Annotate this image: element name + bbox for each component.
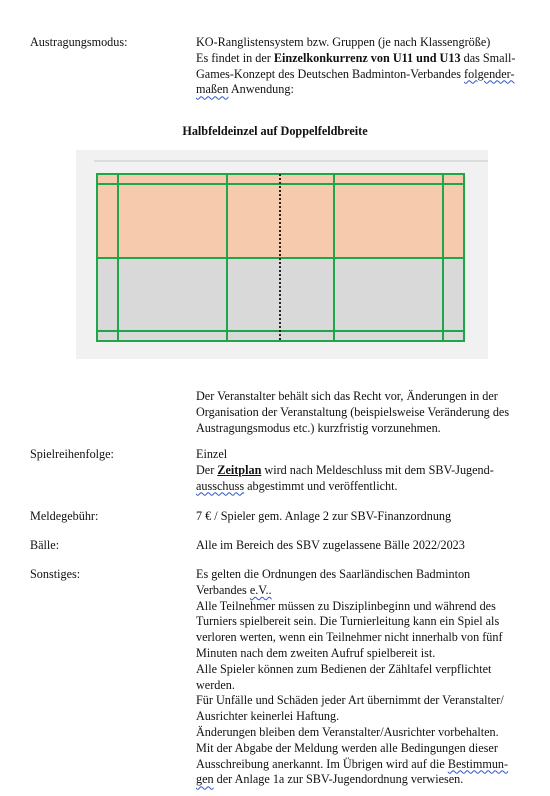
zeitplan-text: Zeitplan — [217, 462, 262, 477]
sonstiges-line: Alle Spieler können zum Bedienen der Zähltafel verpflichtet — [196, 661, 492, 676]
austragung-line-2-c: das Small- — [460, 50, 516, 65]
austragung-bold-text: Einzelkonkurrenz von U11 und U13 — [273, 50, 461, 65]
sonstiges-line-2-a: Verbandes — [196, 582, 250, 597]
baelle-text: Alle im Bereich des SBV zugelassene Bälle 2022/2023 — [196, 538, 465, 552]
austragung-line-2 — [196, 51, 536, 67]
sonstiges-line: Minuten nach dem zweiten Aufruf spielbereit ist. — [196, 645, 436, 660]
austragung-line-2-a: Es findet in der — [196, 50, 274, 65]
sonstiges-line: Es gelten die Ordnungen des Saarländischen Badminton — [196, 567, 471, 581]
meldegebuehr-text: 7 € / Spieler gem. Anlage 2 zur SBV-Finanzordnung — [196, 509, 452, 523]
spielreihenfolge-line-1: Einzel — [196, 447, 228, 461]
veranstalter-line: Der Veranstalter behält sich das Recht vor, Änderungen in der — [196, 389, 498, 403]
spielreihenfolge-line-2-a: Der — [196, 462, 218, 477]
spielreihenfolge-text — [196, 447, 536, 494]
spellcheck-word: maßen — [196, 82, 229, 97]
spielreihenfolge-line-3 — [196, 479, 536, 495]
austragung-line-4 — [196, 82, 536, 98]
sonstiges-line: Alle Teilnehmer müssen zu Disziplinbeginn und während des — [196, 598, 496, 613]
label-baelle: Bälle: — [30, 538, 60, 552]
sonstiges-line: verloren werten, wenn ein Teilnehmer nicht innerhalb von fünf — [196, 630, 503, 645]
austragung-line-4-b: Anwendung: — [228, 82, 294, 97]
veranstalter-paragraph — [196, 389, 536, 436]
sonstiges-line: Turniers spielbereit sein. Die Turnierleitung kann ein Spiel als — [196, 614, 500, 629]
sonstiges-line-13-a: Ausschreibung anerkannt. Im Übrigen wird auf die — [196, 756, 448, 771]
sonstiges-line: Mit der Abgabe der Meldung werden alle Bedingungen dieser — [196, 740, 498, 755]
sonstiges-line — [196, 772, 536, 788]
sonstiges-text — [196, 567, 536, 788]
sonstiges-line: Ausrichter keinerlei Haftung. — [196, 709, 340, 724]
sonstiges-line: Für Unfälle und Schäden jeder Art übernimmt der Veranstalter/ — [196, 693, 504, 708]
sonstiges-line: Änderungen bleiben dem Veranstalter/Ausrichter vorbehalten. — [196, 724, 499, 739]
spellcheck-word: folgender- — [464, 66, 515, 81]
spellcheck-word: Bestimmun- — [447, 756, 509, 771]
spielreihenfolge-line-2 — [196, 463, 536, 479]
austragung-line-1: KO-Ranglistensystem bzw. Gruppen (je nach Klassengröße) — [196, 35, 491, 49]
court-figure — [76, 150, 488, 359]
austragung-line-3 — [196, 67, 536, 83]
figure-heading: Halbfeldeinzel auf Doppelfeldbreite — [182, 124, 368, 138]
austragung-line-3-a: Games-Konzept des Deutschen Badminton-Verbandes — [196, 66, 465, 81]
veranstalter-line: Austragungsmodus etc.) kurzfristig vorzunehmen. — [196, 420, 441, 435]
spellcheck-word: gen — [196, 772, 214, 787]
austragungsmodus-text — [196, 35, 536, 98]
label-sonstiges: Sonstiges: — [30, 567, 81, 581]
label-spielreihenfolge: Spielreihenfolge: — [30, 447, 114, 461]
sonstiges-line: werden. — [196, 677, 235, 692]
sonstiges-line — [196, 583, 536, 599]
spellcheck-word: e.V.. — [249, 582, 272, 597]
veranstalter-line: Organisation der Veranstaltung (beispielsweise Veränderung des — [196, 404, 510, 419]
badminton-court-diagram — [76, 150, 488, 359]
sonstiges-line — [196, 757, 536, 773]
spielreihenfolge-line-3-b: abgestimmt und veröffentlicht. — [244, 478, 398, 493]
sonstiges-line-14-b: der Anlage 1a zur SBV-Jugendordnung verwiesen. — [213, 772, 464, 787]
spellcheck-word: ausschuss — [196, 478, 245, 493]
spielreihenfolge-line-2-c: wird nach Meldeschluss mit dem SBV-Jugend- — [261, 462, 494, 477]
label-meldegebuehr: Meldegebühr: — [30, 509, 99, 523]
label-austragungsmodus: Austragungsmodus: — [30, 35, 128, 49]
